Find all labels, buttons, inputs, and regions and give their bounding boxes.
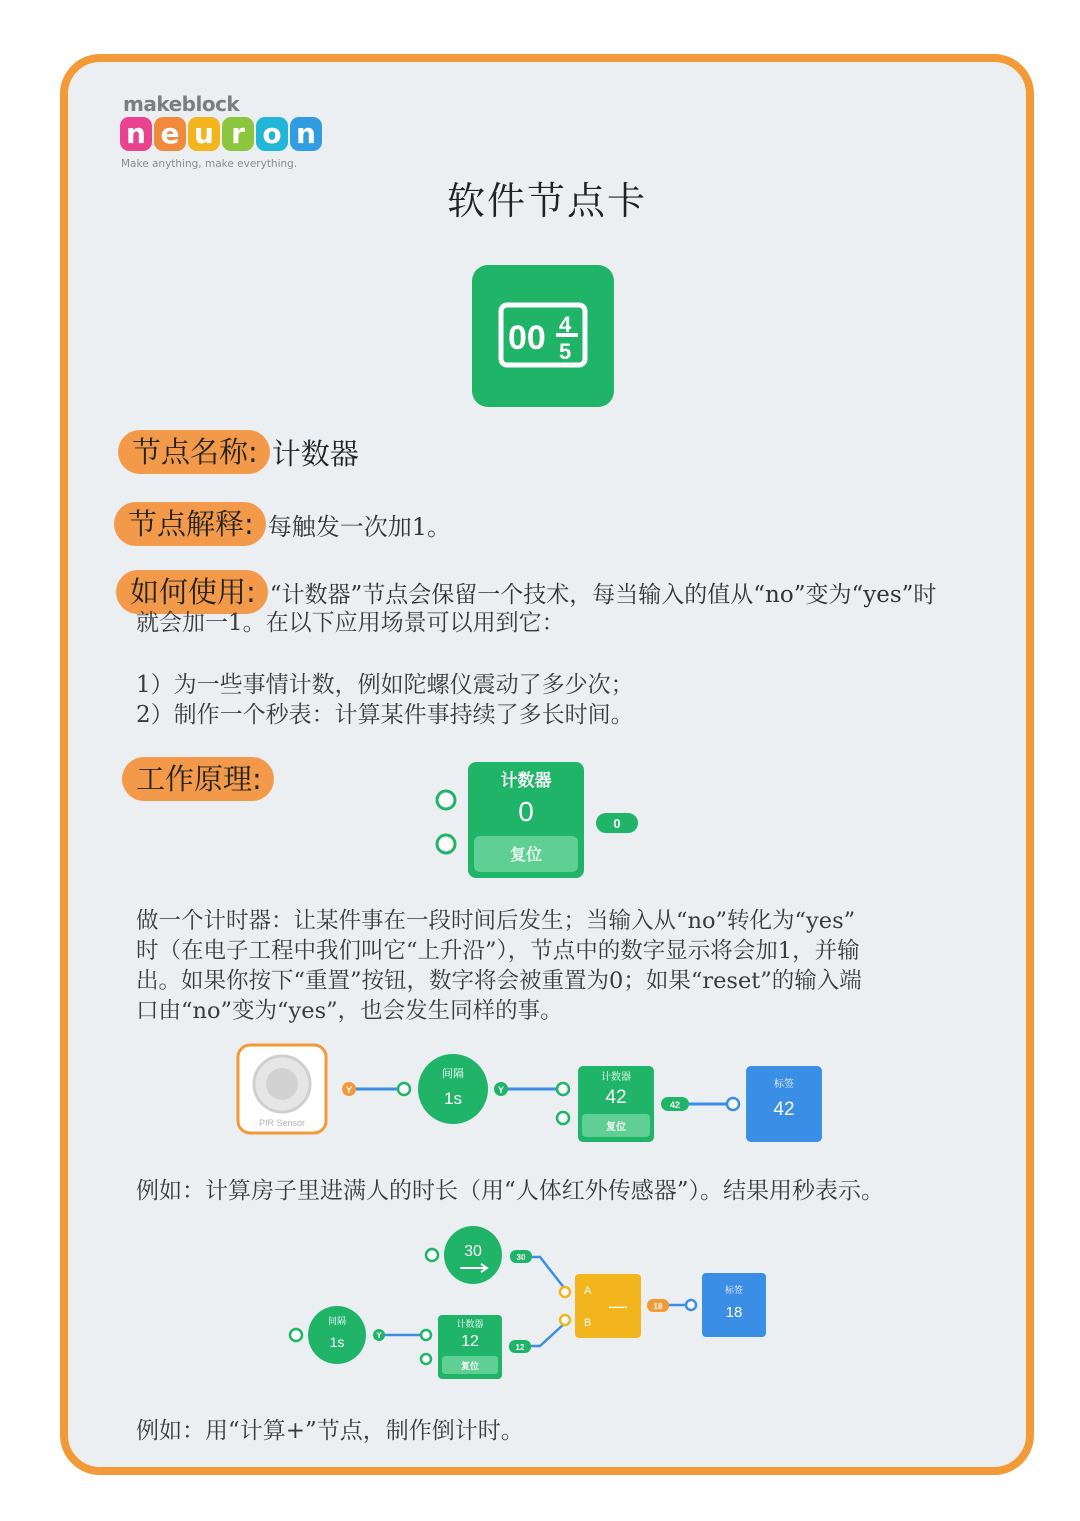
counter-reset-label: 复位 (460, 1361, 480, 1371)
label-node-value: 18 (725, 1304, 743, 1321)
interval-input-port (398, 1083, 410, 1095)
label-node-title: 标签 (724, 1285, 744, 1295)
logo-tagline: Make anything, make everything. (121, 158, 298, 170)
counter-node-diagram (428, 758, 658, 888)
counter-node-title: 计数器 (601, 1072, 631, 1083)
usage-item-1: 1）为一些事情计数，例如陀螺仪震动了多少次； (136, 672, 634, 698)
counter-icon (472, 265, 614, 407)
interval-node-title: 间隔 (442, 1068, 464, 1080)
example2-diagram (278, 1222, 778, 1392)
principle-label: 工作原理: (122, 757, 274, 801)
node-explain-row (114, 502, 451, 546)
reset-button-label: 复位 (509, 847, 543, 864)
counter-output-value: 0 (613, 816, 621, 831)
logo-letter: o (256, 117, 288, 151)
number-input-port (426, 1249, 438, 1261)
logo-letter: u (188, 117, 220, 151)
logo-letter: e (154, 117, 186, 151)
icon-flip-top: 4 (559, 312, 572, 337)
interval-node-value: 1s (329, 1334, 345, 1350)
counter-output-value: 42 (669, 1100, 681, 1110)
interval-node-title: 间隔 (327, 1316, 347, 1326)
node-name-row (118, 430, 359, 474)
calc-output-value: 18 (653, 1302, 663, 1311)
number-node-value: 30 (464, 1243, 482, 1260)
counter-node-title: 计数器 (500, 771, 552, 790)
principle-line-3: 出。如果你按下“重置”按钮，数字将会被重置为0；如果“reset”的输入端 (136, 968, 862, 994)
node-explain-label: 节点解释: (114, 502, 266, 546)
neuron-logo (120, 117, 322, 151)
usage-line-1: “计数器”节点会保留一个技术，每当输入的值从“no”变为“yes”时 (269, 581, 937, 608)
example2-caption: 例如：用“计算+”节点，制作倒计时。 (136, 1418, 524, 1444)
icon-digits: 00 (508, 319, 546, 357)
reset-port (437, 835, 455, 853)
principle-line-4: 口由“no”变为“yes”，也会发生同样的事。 (136, 998, 563, 1024)
usage-label: 如何使用: (116, 570, 268, 614)
counter-node-value: 12 (461, 1333, 479, 1350)
calc-input-b-port (560, 1315, 570, 1325)
number-output-value: 30 (516, 1253, 526, 1262)
counter-icon-graphic (498, 301, 588, 371)
calc-input-b-label: B (584, 1317, 592, 1329)
label-input-port (686, 1300, 696, 1310)
example1-caption: 例如：计算房子里进满人的时长（用“人体红外传感器”）。结果用秒表示。 (136, 1178, 885, 1204)
interval-node-value: 1s (444, 1089, 462, 1108)
usage-line-2: 就会加一1。在以下应用场景可以用到它： (136, 610, 565, 636)
node-name-value: 计数器 (271, 436, 359, 471)
principle-row (122, 757, 274, 801)
principle-line-1: 做一个计时器：让某件事在一段时间后发生；当输入从“no”转化为“yes” (136, 908, 856, 934)
node-explain-value: 每触发一次加1。 (267, 512, 452, 541)
counter-input-port (421, 1330, 431, 1340)
interval-output-label: Y (497, 1085, 505, 1095)
logo-letter: n (290, 117, 322, 151)
logo-letter: r (222, 117, 254, 151)
interval-output-label: Y (376, 1331, 382, 1340)
usage-item-2: 2）制作一个秒表：计算某件事持续了多长时间。 (136, 702, 634, 728)
sensor-output-label: Y (345, 1085, 353, 1095)
pir-sensor-lens (266, 1068, 298, 1100)
input-port (437, 791, 455, 809)
example1-diagram (233, 1042, 833, 1142)
label-node-value: 42 (773, 1099, 795, 1120)
calc-operator: — (609, 1296, 627, 1316)
node-name-label: 节点名称: (118, 430, 270, 474)
counter-output-value: 12 (515, 1343, 525, 1352)
makeblock-wordmark: makeblock (123, 92, 240, 116)
counter-reset-label: 复位 (606, 1122, 626, 1133)
label-input-port (727, 1098, 739, 1110)
label-node-title: 标签 (774, 1079, 794, 1090)
counter-node-value: 0 (518, 796, 534, 827)
counter-reset-port (557, 1112, 569, 1124)
interval-input-port (290, 1329, 302, 1341)
counter-node-title: 计数器 (456, 1319, 484, 1329)
icon-flip-bottom: 5 (559, 339, 572, 364)
page-title: 软件节点卡 (446, 179, 647, 223)
logo-letter: n (120, 117, 152, 151)
calc-input-a-port (560, 1287, 570, 1297)
counter-reset-port (421, 1354, 431, 1364)
calc-input-a-label: A (584, 1285, 592, 1297)
counter-input-port (557, 1083, 569, 1095)
pir-sensor-label: PIR Sensor (258, 1118, 306, 1128)
counter-node-value: 42 (605, 1087, 627, 1108)
software-node-card (60, 54, 1034, 1475)
principle-line-2: 时（在电子工程中我们叫它“上升沿”），节点中的数字显示将会加1，并输 (136, 938, 860, 964)
